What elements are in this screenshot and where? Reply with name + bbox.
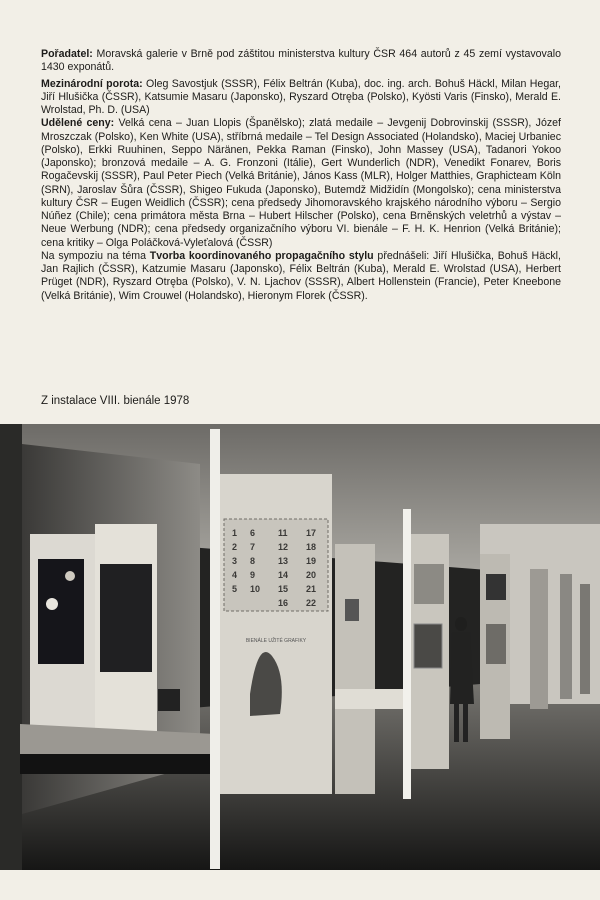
calendar-cell: 20 [306, 570, 317, 580]
display-panel [530, 569, 548, 709]
poster [345, 599, 359, 621]
panel-edge [403, 509, 411, 799]
awards-label: Udělené ceny: [41, 117, 115, 130]
small-poster [158, 689, 180, 711]
left-wall-edge [0, 424, 22, 870]
organizer-paragraph [41, 48, 561, 75]
calendar-cell: 7 [250, 542, 256, 552]
poster [486, 574, 506, 600]
poster [414, 564, 444, 604]
calendar-cell: 4 [232, 570, 238, 580]
calendar-cell: 3 [232, 556, 238, 566]
jury-paragraph [41, 78, 561, 118]
calendar-cell: 1 [232, 528, 238, 538]
jury-text: Oleg Savostjuk (SSSR), Félix Beltrán (Kuba), doc. ing. arch. Bohuš Häckl, Milan Hegar, Jiří Hlušička (ČSSR), Katsumie Masaru (Japonsko), Ryszard Otręba (Polsko), Kyösti Varis (Finsko), Merald E. Wrolstad, Ph. D. (USA) [41, 77, 561, 116]
vitrine-base [20, 754, 215, 774]
calendar-cell: 10 [250, 584, 261, 594]
organizer-label: Pořadatel: [41, 48, 93, 60]
display-panel [560, 574, 572, 699]
flower-poster [38, 559, 84, 664]
organizer-text: Moravská galerie v Brně pod záštitou ministerstva kultury ČSR 464 autorů z 45 zemí vystavovalo 1430 exponátů. [41, 48, 561, 74]
visitor-leg [463, 704, 468, 742]
calendar-cell: 5 [232, 584, 238, 594]
exhibition-photo [0, 424, 600, 870]
calendar-cell: 22 [306, 598, 317, 608]
display-panel [580, 584, 590, 694]
photo-caption: Z instalace VIII. bienále 1978 [41, 395, 190, 407]
flower-blossom-2 [65, 571, 75, 581]
calendar-cell: 15 [278, 584, 289, 594]
poster [414, 624, 442, 668]
dark-poster [100, 564, 152, 672]
article-text [41, 48, 561, 303]
calendar-cell: 21 [306, 584, 317, 594]
calendar-cell: 16 [278, 598, 289, 608]
visitor-body [450, 632, 474, 704]
calendar-cell: 11 [278, 528, 288, 538]
panel-edge [210, 429, 220, 869]
visitor-leg [454, 704, 459, 742]
jury-label: Mezinárodní porota: [41, 77, 143, 90]
calendar-cell: 14 [278, 570, 289, 580]
calendar-cell: 19 [306, 556, 317, 566]
symposium-intro: Na sympoziu na téma [41, 249, 150, 262]
visitor-head [455, 617, 467, 631]
calendar-cell: 2 [232, 542, 238, 552]
calendar-cell: 6 [250, 528, 256, 538]
calendar-cell: 9 [250, 570, 256, 580]
awards-text: Velká cena – Juan Llopis (Španělsko); zlatá medaile – Jevgenij Dobrovinskij (SSSR), Józef Mroszczak (Polsko), Ken White (USA), stříbrná medaile – Tel Design Associated (Holandsko), Maciej Urbaniec (Polsko), Erkki Ruuhinen, Seppo Näränen, Pekka Raman (Finsko), John Massey (USA), Tadanori Yokoo (Japonsko); bronzová medaile – A. G. Fronzoni (Itálie), Gert Wunderlich (NDR), Venedikt Fonarev, Boris Rogačevskij (SSSR), Paul Peter Piech (Velká Británie), János Kass (MLR), Holger Matthies, Graphicteam Köln (SRN), Jaroslav Šůra (ČSSR), Shigeo Fukuda (Japonsko), Butemdž Midžidín (Mongolsko); cena ministerstva kultury ČSR – Eugen Weidlich (ČSSR); cena předsedy Jihomoravského krajského národního výboru – Sergio Núñez (Chile); cena primátora města Brna – Hubert Hilscher (Polsko), cena Brněnských veletrhů a výstav – Neue Werbung (NDR); cena předsedy organizačního výboru VI. bienále – F. H. K. Henrion (Velká Británie); cena kritiky – Olga Poláčková-Vyleťalová (ČSSR) [41, 117, 561, 249]
awards-paragraph [41, 117, 561, 250]
calendar-cell: 18 [306, 542, 317, 552]
panel-logo-text: BIENÁLE UŽITÉ GRAFIKY [245, 638, 307, 644]
symposium-paragraph [41, 250, 561, 303]
exhibition-scene [0, 424, 600, 870]
calendar-cell: 8 [250, 556, 256, 566]
flower-blossom [46, 598, 58, 610]
side-table [335, 689, 410, 709]
calendar-cell: 12 [278, 542, 289, 552]
calendar-cell: 13 [278, 556, 289, 566]
symposium-topic: Tvorba koordinovaného propagačního stylu [149, 249, 374, 262]
symposium-text: přednášeli: Jiří Hlušička, Bohuš Häckl, Jan Rajlich (ČSSR), Katzumie Masaru (Japonsko), Félix Beltrán (Kuba), Merald E. Wrolstad (USA), Herbert Prüget (NDR), Ryszard Otręba (Polsko), V. N. Ljachov (SSSR), Albert Hollenstein (Francie), Peter Kneebone (Velká Británie), Wim Crouwel (Holandsko), Hieronym Florek (ČSSR). [41, 249, 561, 302]
poster [486, 624, 506, 664]
display-panel [335, 544, 375, 794]
calendar-cell: 17 [306, 528, 317, 538]
